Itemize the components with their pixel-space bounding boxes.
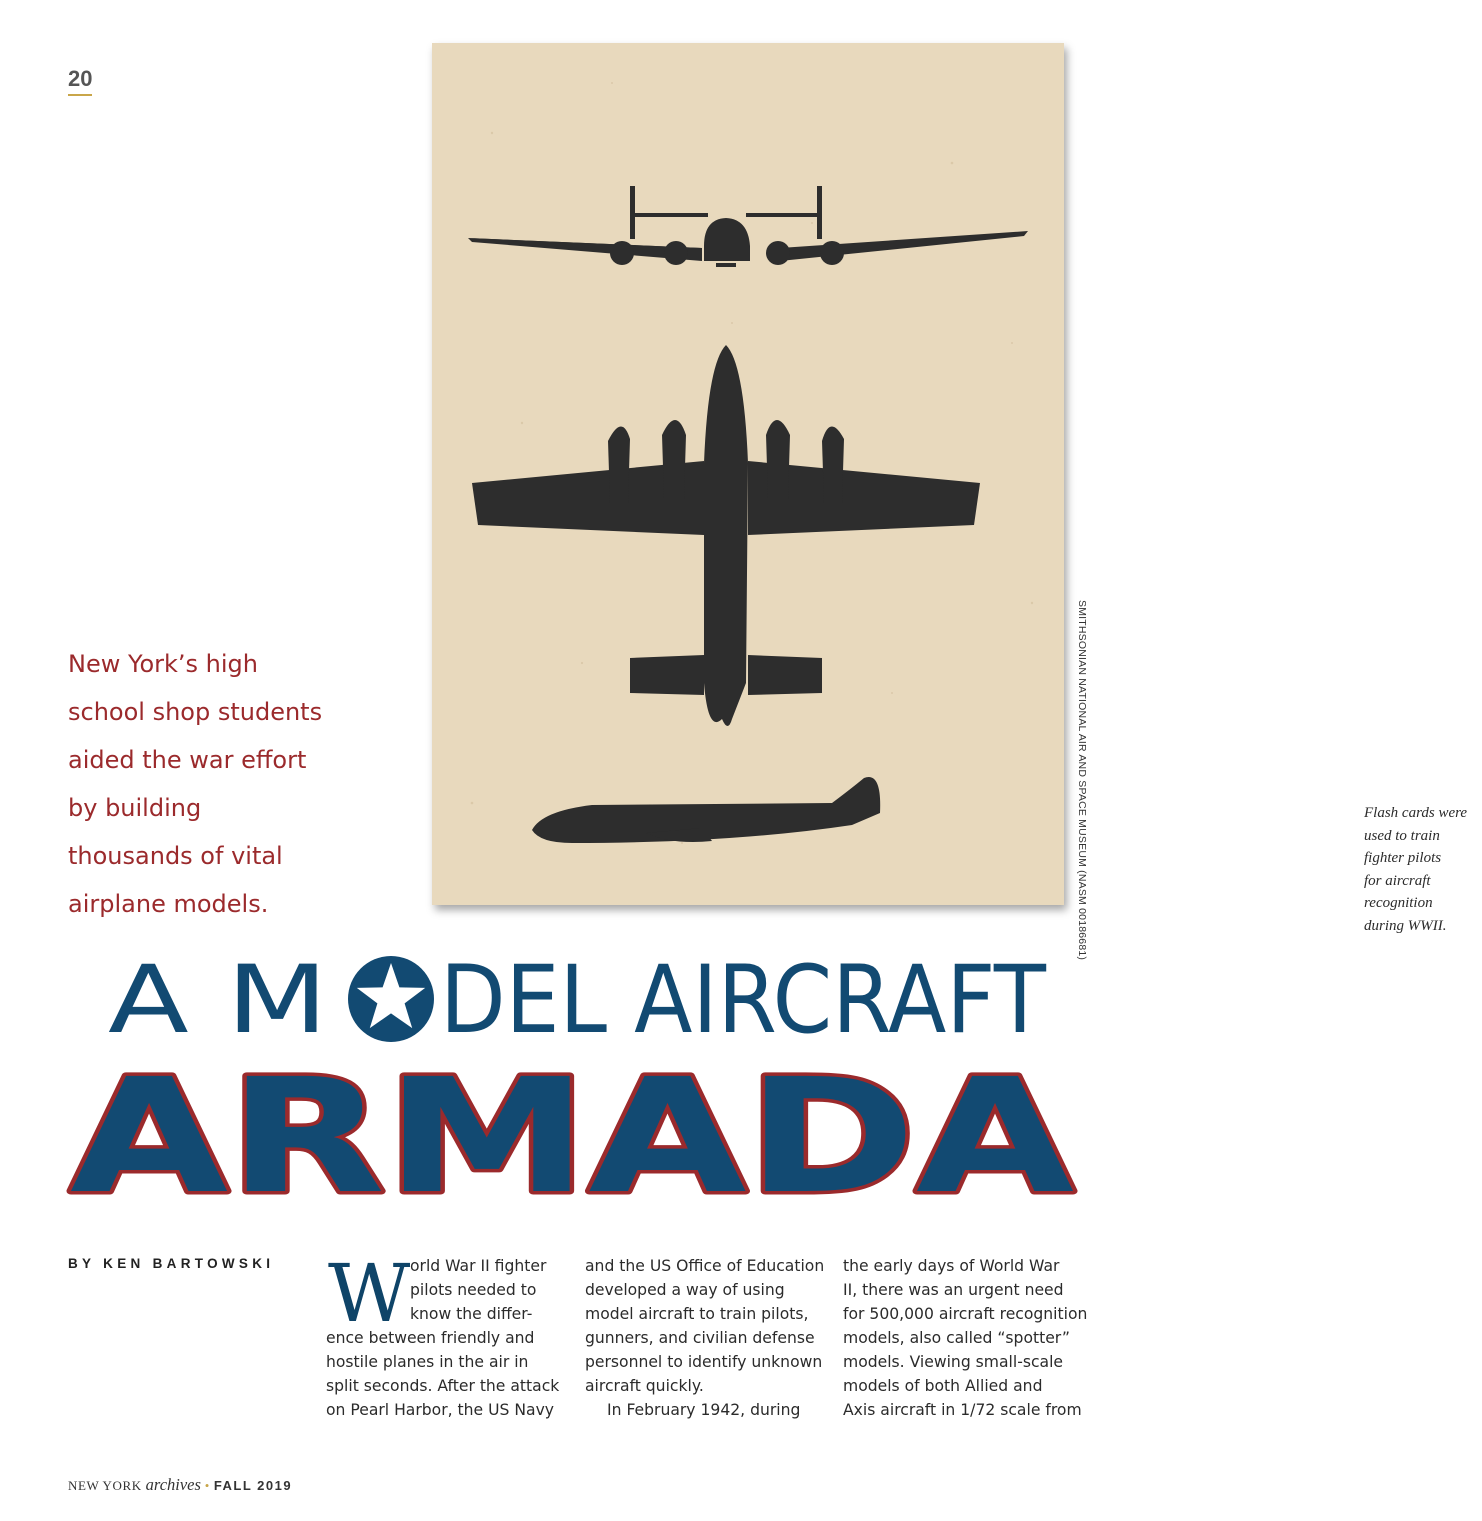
body-line: aircraft quickly. [585, 1377, 704, 1395]
dek-line: thousands of vital [68, 842, 283, 870]
caption-line: fighter pilots [1364, 850, 1442, 866]
body-column-1 [326, 1247, 566, 1422]
star-roundel-icon [348, 956, 434, 1042]
dek-line: school shop students [68, 698, 323, 726]
drop-cap: W [328, 1247, 411, 1340]
caption-line: recognition [1364, 895, 1433, 911]
footer-magazine-suffix: archives [145, 1475, 201, 1494]
page-number-rule [68, 94, 92, 96]
caption-line: for aircraft [1364, 872, 1431, 889]
body-line: orld War II fighter [410, 1257, 547, 1275]
dek-line: airplane models. [68, 890, 269, 918]
body-line: hostile planes in the air in [326, 1353, 529, 1371]
caption-line: during WWII. [1364, 917, 1447, 934]
body-line: developed a way of using [585, 1281, 785, 1299]
headline-armada: ARMADA [70, 1045, 1074, 1229]
plan-view-silhouette [472, 345, 980, 726]
byline: BY KEN BARTOWSKI [68, 1256, 275, 1271]
front-view-silhouette [468, 186, 1028, 267]
body-line: pilots needed to [410, 1281, 537, 1299]
dek [68, 640, 328, 928]
dek-line: aided the war effort [68, 746, 307, 774]
body-line: models. Viewing small-scale [843, 1353, 1064, 1371]
body-line: personnel to identify unknown [585, 1353, 823, 1371]
headline-line2 [62, 1045, 1082, 1229]
body-column-3 [843, 1254, 1088, 1422]
headline-prefix: A M [108, 946, 328, 1055]
dek-line: by building [68, 794, 202, 822]
body-line: II, there was an urgent need [843, 1281, 1064, 1299]
headline-line1 [108, 946, 1048, 1055]
body-line: the early days of World War [843, 1257, 1060, 1275]
photo-credit-text: SMITHSONIAN NATIONAL AIR AND SPACE MUSEUM (NASM 00186681) [1076, 600, 1088, 961]
footer-issue: FALL 2019 [213, 1478, 293, 1493]
headline-suffix: DEL AIRCRAFT [440, 946, 1047, 1055]
body-line: model aircraft to train pilots, [585, 1305, 809, 1323]
photo-caption [1364, 802, 1482, 937]
body-column-2 [585, 1254, 825, 1422]
body-line: for 500,000 aircraft recognition [843, 1305, 1088, 1323]
body-line: In February 1942, during [607, 1401, 801, 1419]
body-line: models, also called “spotter” [843, 1329, 1070, 1347]
caption-line: Flash cards were [1364, 805, 1468, 821]
body-line: models of both Allied and [843, 1377, 1043, 1395]
side-view-silhouette [532, 777, 880, 843]
body-line: and the US Office of Education [585, 1257, 825, 1275]
body-line: on Pearl Harbor, the US Navy [326, 1401, 555, 1419]
body-line: know the differ- [410, 1305, 533, 1323]
body-line: split seconds. After the attack [326, 1377, 560, 1395]
body-line: gunners, and civilian defense [585, 1329, 815, 1347]
footer-magazine-prefix: NEW YORK [68, 1478, 142, 1493]
aircraft-silhouettes [432, 43, 1064, 905]
footer [68, 1475, 292, 1495]
photo-credit [1073, 600, 1091, 961]
caption-line: used to train [1364, 827, 1440, 844]
page-number: 20 [68, 66, 93, 91]
body-line: Axis aircraft in 1/72 scale from [843, 1401, 1082, 1419]
dek-line: New York’s high [68, 650, 258, 678]
body-line: ence between friendly and [326, 1329, 535, 1347]
footer-separator: • [204, 1478, 210, 1493]
